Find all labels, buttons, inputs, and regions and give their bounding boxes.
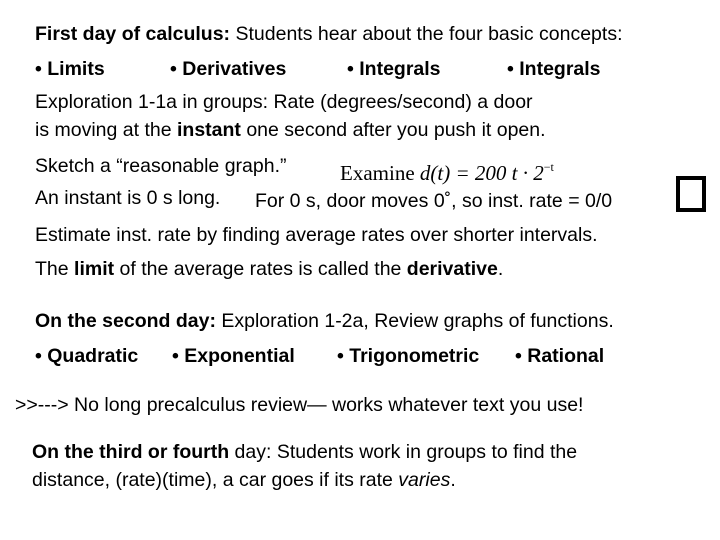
- placeholder-box-icon: [676, 176, 706, 212]
- day1-text: Students hear about the four basic concepts:: [230, 23, 623, 45]
- day2-heading: On the second day:: [35, 310, 216, 332]
- function-quadratic: • Quadratic: [35, 345, 139, 367]
- limit-line-c: of the average rates is called the: [114, 258, 407, 280]
- examine-formula: [340, 154, 554, 186]
- limit-line-e: .: [497, 258, 504, 280]
- limit-line-a: The: [35, 258, 75, 280]
- day34-heading: On the third or fourth: [32, 441, 230, 463]
- exploration-line-1: Exploration 1-1a in groups: Rate (degrees/second) a door: [35, 91, 533, 113]
- sketch-text: Sketch a “reasonable graph.”: [35, 155, 287, 177]
- day34-line-2: [32, 468, 456, 492]
- day2-text: Exploration 1-2a, Review graphs of functions.: [215, 310, 614, 332]
- concept-limits: • Limits: [35, 58, 105, 80]
- formula-main: d(t) = 200 t · 2: [419, 161, 544, 185]
- concept-derivatives: • Derivatives: [170, 58, 287, 80]
- varies-word: varies: [398, 469, 451, 491]
- exploration-line-2: [35, 118, 546, 142]
- day34-text: day: Students work in groups to find the: [229, 441, 578, 463]
- formula-exponent: −t: [543, 160, 554, 174]
- day2-line: [35, 309, 614, 333]
- concept-integrals-1: • Integrals: [347, 58, 441, 80]
- day34-line-1: [32, 440, 577, 464]
- limit-line: [35, 257, 503, 281]
- instant-word: instant: [176, 119, 241, 141]
- examine-word: Examine: [340, 161, 415, 185]
- day34-line-2c: .: [450, 469, 456, 491]
- derivative-word: derivative: [406, 258, 498, 280]
- day1-heading: First day of calculus:: [35, 23, 231, 45]
- instant-text-b: For 0 s, door moves 0˚, so inst. rate = 0/0: [255, 190, 613, 212]
- limit-word: limit: [74, 258, 115, 280]
- concept-integrals-2: • Integrals: [507, 58, 601, 80]
- function-exponential: • Exponential: [172, 345, 295, 367]
- day1-line: [35, 22, 622, 46]
- instant-text-a: An instant is 0 s long.: [35, 187, 221, 209]
- estimate-text: Estimate inst. rate by finding average rates over shorter intervals.: [35, 224, 598, 246]
- function-rational: • Rational: [515, 345, 605, 367]
- exploration-line-2a: is moving at the: [35, 119, 177, 141]
- precalc-note: >>---> No long precalculus review— works whatever text you use!: [15, 394, 584, 416]
- day34-line-2a: distance, (rate)(time), a car goes if its rate: [32, 469, 399, 491]
- function-trigonometric: • Trigonometric: [337, 345, 480, 367]
- exploration-line-2c: one second after you push it open.: [240, 119, 546, 141]
